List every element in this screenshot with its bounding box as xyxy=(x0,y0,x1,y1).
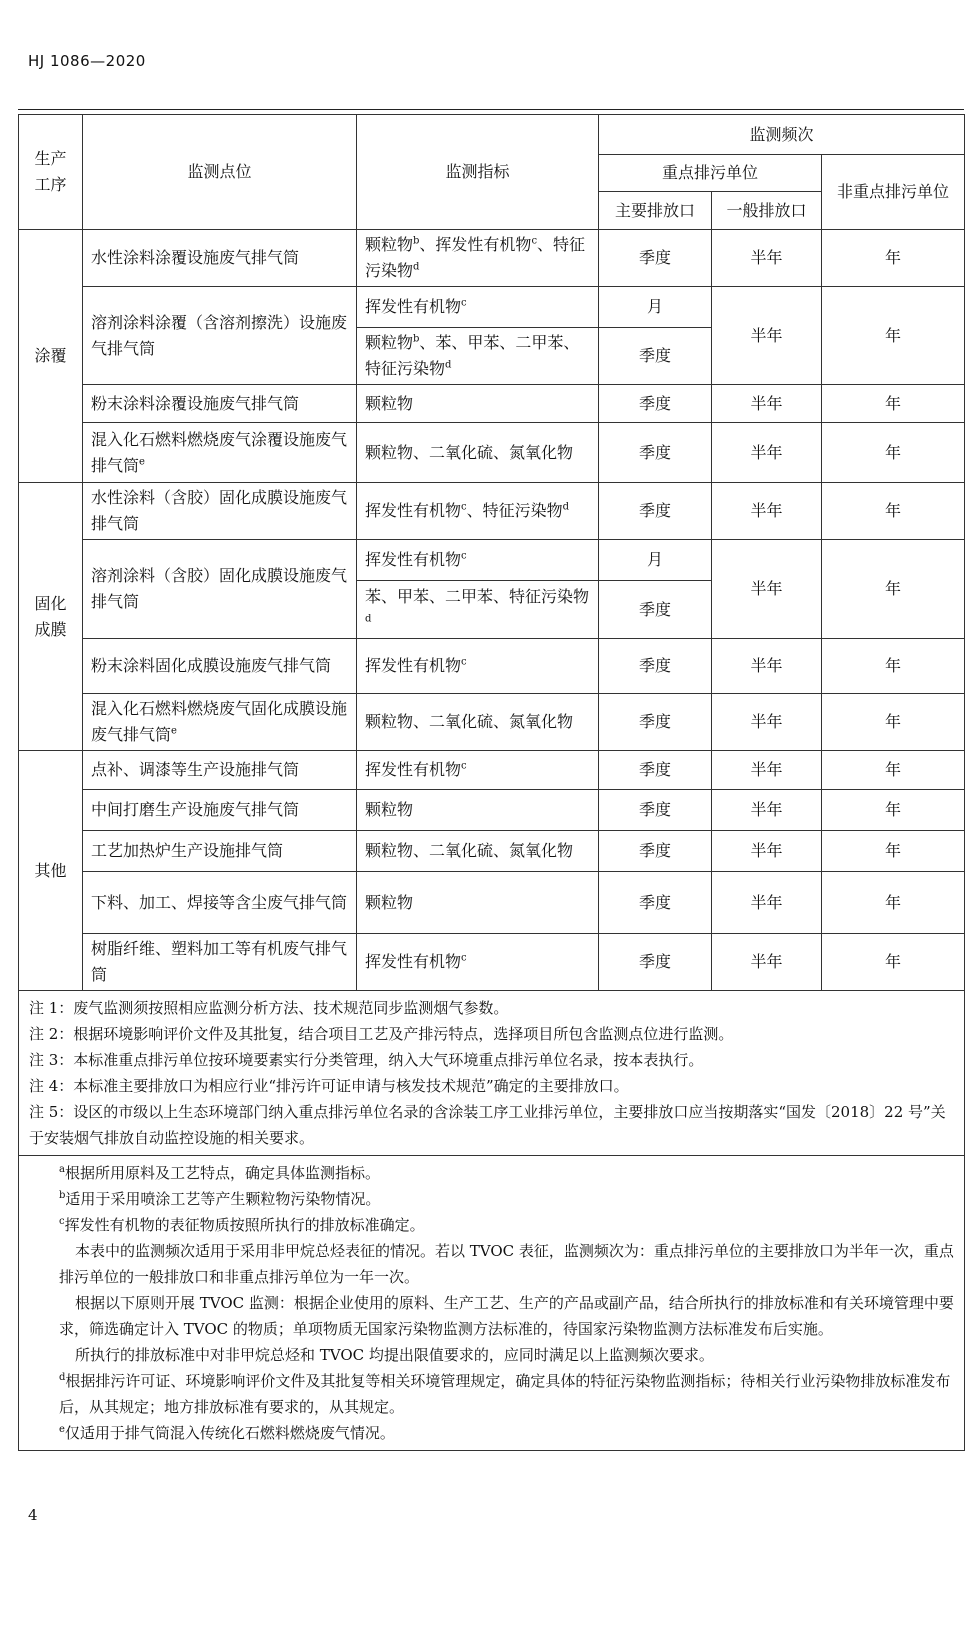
monitoring-point-cell xyxy=(83,540,357,639)
non-key-frequency: 年 xyxy=(822,287,965,385)
header-frequency: 监测频次 xyxy=(599,115,965,155)
table-row xyxy=(19,751,965,790)
footnote-text: 适用于采用喷涂工艺等产生颗粒物污染物情况。 xyxy=(65,1190,381,1208)
process-cell: 固化成膜 xyxy=(19,483,83,751)
superscript-ref: d xyxy=(365,613,372,625)
table-row xyxy=(19,483,965,540)
table-row xyxy=(19,694,965,751)
notes-cell xyxy=(19,991,965,1156)
point-text: 中间打磨生产设施废气排气筒 xyxy=(91,800,300,819)
superscript-ref: c xyxy=(461,297,467,309)
superscript-ref: e xyxy=(139,456,145,468)
footnote-text: 所执行的排放标准中对非甲烷总烃和 TVOC 均提出限值要求的，应同时满足以上监测频次要求。 xyxy=(75,1346,714,1364)
superscript-ref: e xyxy=(59,1424,65,1435)
monitoring-point-cell xyxy=(83,694,357,751)
table-row xyxy=(19,385,965,423)
general-outlet-frequency: 半年 xyxy=(712,872,822,934)
non-key-frequency: 年 xyxy=(822,872,965,934)
superscript-ref: b xyxy=(59,1190,66,1201)
table-row xyxy=(19,639,965,694)
monitoring-point-cell xyxy=(83,423,357,483)
main-outlet-frequency: 季度 xyxy=(599,872,712,934)
indicator-text: 颗粒物 xyxy=(365,333,414,352)
footnote-item xyxy=(59,1160,954,1186)
footnote-item xyxy=(59,1420,954,1446)
indicator-cell xyxy=(357,423,599,483)
superscript-ref: c xyxy=(461,760,467,772)
page-number: 4 xyxy=(28,1506,38,1524)
superscript-ref: c xyxy=(461,952,467,964)
indicator-text: 颗粒物 xyxy=(365,393,414,413)
superscript-ref: a xyxy=(59,1164,65,1175)
indicator-cell xyxy=(357,540,599,581)
superscript-ref: c xyxy=(461,550,467,562)
main-outlet-frequency: 季度 xyxy=(599,790,712,831)
footnote-text: 根据所用原料及工艺特点，确定具体监测指标。 xyxy=(64,1164,380,1182)
main-outlet-frequency: 季度 xyxy=(599,385,712,423)
general-outlet-frequency: 半年 xyxy=(712,423,822,483)
indicator-text: 颗粒物 xyxy=(365,235,414,254)
indicator-text: 挥发性有机物 xyxy=(365,297,462,316)
superscript-ref: c xyxy=(461,501,467,513)
main-outlet-frequency: 月 xyxy=(599,287,712,328)
point-text: 混入化石燃料燃烧废气涂覆设施废气排气筒 xyxy=(91,429,348,475)
monitoring-point-cell xyxy=(83,483,357,540)
point-text: 混入化石燃料燃烧废气固化成膜设施废气排气筒 xyxy=(91,699,348,744)
monitoring-point-cell xyxy=(83,751,357,790)
header-process: 生产工序 xyxy=(19,115,83,230)
main-outlet-frequency: 季度 xyxy=(599,423,712,483)
main-outlet-frequency: 季度 xyxy=(599,328,712,385)
non-key-frequency: 年 xyxy=(822,483,965,540)
note-item: 注 3：本标准重点排污单位按环境要素实行分类管理，纳入大气环境重点排污单位名录，按本表执行。 xyxy=(29,1051,704,1069)
indicator-text: 苯、甲苯、二甲苯、特征污染物 xyxy=(365,586,590,606)
non-key-frequency: 年 xyxy=(822,934,965,991)
notes-list xyxy=(29,995,954,1151)
indicator-cell xyxy=(357,639,599,694)
indicator-text: 颗粒物、二氧化硫、氮氧化物 xyxy=(365,442,574,462)
header-non-key-unit: 非重点排污单位 xyxy=(822,155,965,230)
main-outlet-frequency: 季度 xyxy=(599,934,712,991)
non-key-frequency: 年 xyxy=(822,694,965,751)
indicator-text: 、苯、甲苯、二甲苯、特征污染物 xyxy=(365,333,580,378)
indicator-cell xyxy=(357,934,599,991)
note-item: 注 1：废气监测须按照相应监测分析方法、技术规范同步监测烟气参数。 xyxy=(29,999,509,1017)
indicator-cell xyxy=(357,790,599,831)
point-text: 粉末涂料涂覆设施废气排气筒 xyxy=(91,393,300,413)
document-id: HJ 1086—2020 xyxy=(28,52,146,70)
indicator-cell xyxy=(357,872,599,934)
point-text: 溶剂涂料涂覆（含溶剂擦洗）设施废气排气筒 xyxy=(91,312,348,358)
indicator-text: 、挥发性有机物 xyxy=(419,235,532,254)
indicator-cell xyxy=(357,581,599,639)
footnote-text: 仅适用于排气筒混入传统化石燃料燃烧废气情况。 xyxy=(64,1424,395,1442)
non-key-frequency: 年 xyxy=(822,423,965,483)
main-outlet-frequency: 季度 xyxy=(599,483,712,540)
footnote-item xyxy=(59,1290,954,1342)
superscript-ref: c xyxy=(59,1216,65,1227)
indicator-cell xyxy=(357,385,599,423)
indicator-text: 挥发性有机物 xyxy=(365,501,462,520)
point-text: 下料、加工、焊接等含尘废气排气筒 xyxy=(91,892,348,912)
superscript-ref: d xyxy=(413,261,420,273)
indicator-text: 、特征污染物 xyxy=(365,235,586,280)
indicator-cell xyxy=(357,831,599,872)
general-outlet-frequency: 半年 xyxy=(712,751,822,790)
non-key-frequency: 年 xyxy=(822,639,965,694)
monitoring-point-cell xyxy=(83,385,357,423)
footnote-text: 本表中的监测频次适用于采用非甲烷总烃表征的情况。若以 TVOC 表征，监测频次为：重点排污单位的主要排放口为半年一次，重点排污单位的一般排放口和非重点排污单位为一年一次。 xyxy=(59,1242,954,1286)
table-row xyxy=(19,934,965,991)
footnote-item xyxy=(59,1342,954,1368)
superscript-ref: b xyxy=(413,333,420,345)
header-point: 监测点位 xyxy=(83,115,357,230)
main-outlet-frequency: 季度 xyxy=(599,751,712,790)
non-key-frequency: 年 xyxy=(822,540,965,639)
footnote-item xyxy=(59,1186,954,1212)
general-outlet-frequency: 半年 xyxy=(712,287,822,385)
header-key-unit: 重点排污单位 xyxy=(599,155,822,192)
indicator-text: 挥发性有机物 xyxy=(365,550,462,569)
indicator-cell xyxy=(357,287,599,328)
general-outlet-frequency: 半年 xyxy=(712,934,822,991)
footnote-text: 根据排污许可证、环境影响评价文件及其批复等相关环境管理规定，确定具体的特征污染物监测指标；待相关行业污染物排放标准发布后，从其规定；地方排放标准有要求的，从其规定。 xyxy=(59,1372,951,1416)
table-row xyxy=(19,872,965,934)
point-text: 水性涂料（含胶）固化成膜设施废气排气筒 xyxy=(91,488,348,533)
monitoring-point-cell xyxy=(83,287,357,385)
main-outlet-frequency: 季度 xyxy=(599,581,712,639)
table-row xyxy=(19,831,965,872)
note-item: 注 5：设区的市级以上生态环境部门纳入重点排污单位名录的含涂装工序工业排污单位，主要排放口应当按期落实“国发〔2018〕22 号”关于安装烟气排放自动监控设施的相关要求。 xyxy=(29,1103,946,1147)
point-text: 粉末涂料固化成膜设施废气排气筒 xyxy=(91,656,332,675)
general-outlet-frequency: 半年 xyxy=(712,831,822,872)
point-text: 水性涂料涂覆设施废气排气筒 xyxy=(91,248,300,267)
indicator-text: 颗粒物、二氧化硫、氮氧化物 xyxy=(365,712,574,731)
general-outlet-frequency: 半年 xyxy=(712,639,822,694)
footnote-item xyxy=(59,1212,954,1238)
note-item: 注 2：根据环境影响评价文件及其批复，结合项目工艺及产排污特点，选择项目所包含监测点位进行监测。 xyxy=(29,1025,734,1043)
superscript-ref: d xyxy=(59,1372,66,1383)
process-cell: 其他 xyxy=(19,751,83,991)
indicator-text: 颗粒物 xyxy=(365,892,414,912)
footnote-text: 根据以下原则开展 TVOC 监测：根据企业使用的原料、生产工艺、生产的产品或副产品，结合所执行的排放标准和有关环境管理中要求，筛选确定计入 TVOC 的物质；单项物质无国家污染物监测方法标准的，待国家污染物监测方法标准发布后实施。 xyxy=(59,1294,954,1338)
point-text: 工艺加热炉生产设施排气筒 xyxy=(91,841,284,860)
main-outlet-frequency: 月 xyxy=(599,540,712,581)
table-row xyxy=(19,540,965,581)
monitoring-point-cell xyxy=(83,831,357,872)
indicator-text: 挥发性有机物 xyxy=(365,952,462,971)
point-text: 树脂纤维、塑料加工等有机废气排气筒 xyxy=(91,939,348,984)
general-outlet-frequency: 半年 xyxy=(712,385,822,423)
process-cell: 涂覆 xyxy=(19,230,83,483)
indicator-text: 颗粒物 xyxy=(365,800,414,819)
general-outlet-frequency: 半年 xyxy=(712,694,822,751)
superscript-ref: d xyxy=(445,359,452,371)
note-item: 注 4：本标准主要排放口为相应行业“排污许可证申请与核发技术规范”确定的主要排放口。 xyxy=(29,1077,629,1095)
main-outlet-frequency: 季度 xyxy=(599,230,712,287)
superscript-ref: d xyxy=(562,501,570,513)
non-key-frequency: 年 xyxy=(822,230,965,287)
point-text: 溶剂涂料（含胶）固化成膜设施废气排气筒 xyxy=(91,566,348,611)
indicator-cell xyxy=(357,694,599,751)
superscript-ref: e xyxy=(171,725,177,737)
header-main-outlet: 主要排放口 xyxy=(599,192,712,230)
monitoring-point-cell xyxy=(83,790,357,831)
indicator-text: 、特征污染物 xyxy=(466,501,563,520)
monitoring-frequency-table xyxy=(18,114,965,1451)
footnotes-list xyxy=(59,1160,954,1446)
indicator-text: 挥发性有机物 xyxy=(365,760,462,779)
non-key-frequency: 年 xyxy=(822,831,965,872)
superscript-ref: b xyxy=(413,235,420,247)
table-row xyxy=(19,287,965,328)
general-outlet-frequency: 半年 xyxy=(712,230,822,287)
indicator-text: 挥发性有机物 xyxy=(365,656,462,675)
superscript-ref: c xyxy=(461,656,467,668)
header-indicator: 监测指标 xyxy=(357,115,599,230)
main-outlet-frequency: 季度 xyxy=(599,831,712,872)
indicator-cell xyxy=(357,328,599,385)
table-body xyxy=(19,230,965,991)
indicator-cell xyxy=(357,751,599,790)
general-outlet-frequency: 半年 xyxy=(712,790,822,831)
main-outlet-frequency: 季度 xyxy=(599,639,712,694)
table-row xyxy=(19,790,965,831)
table-row xyxy=(19,423,965,483)
non-key-frequency: 年 xyxy=(822,385,965,423)
general-outlet-frequency: 半年 xyxy=(712,540,822,639)
monitoring-point-cell xyxy=(83,639,357,694)
footnote-text: 挥发性有机物的表征物质按照所执行的排放标准确定。 xyxy=(64,1216,425,1234)
monitoring-point-cell xyxy=(83,872,357,934)
table-row xyxy=(19,230,965,287)
indicator-cell xyxy=(357,230,599,287)
footnote-item xyxy=(59,1368,954,1420)
indicator-text: 颗粒物、二氧化硫、氮氧化物 xyxy=(365,841,574,860)
indicator-cell xyxy=(357,483,599,540)
footnote-item xyxy=(59,1238,954,1290)
footnotes-cell xyxy=(19,1156,965,1451)
non-key-frequency: 年 xyxy=(822,790,965,831)
non-key-frequency: 年 xyxy=(822,751,965,790)
monitoring-table-container xyxy=(18,114,964,1451)
header-divider xyxy=(18,109,964,110)
superscript-ref: c xyxy=(531,235,538,247)
main-outlet-frequency: 季度 xyxy=(599,694,712,751)
header-general-outlet: 一般排放口 xyxy=(712,192,822,230)
monitoring-point-cell xyxy=(83,230,357,287)
general-outlet-frequency: 半年 xyxy=(712,483,822,540)
point-text: 点补、调漆等生产设施排气筒 xyxy=(91,760,300,779)
monitoring-point-cell xyxy=(83,934,357,991)
